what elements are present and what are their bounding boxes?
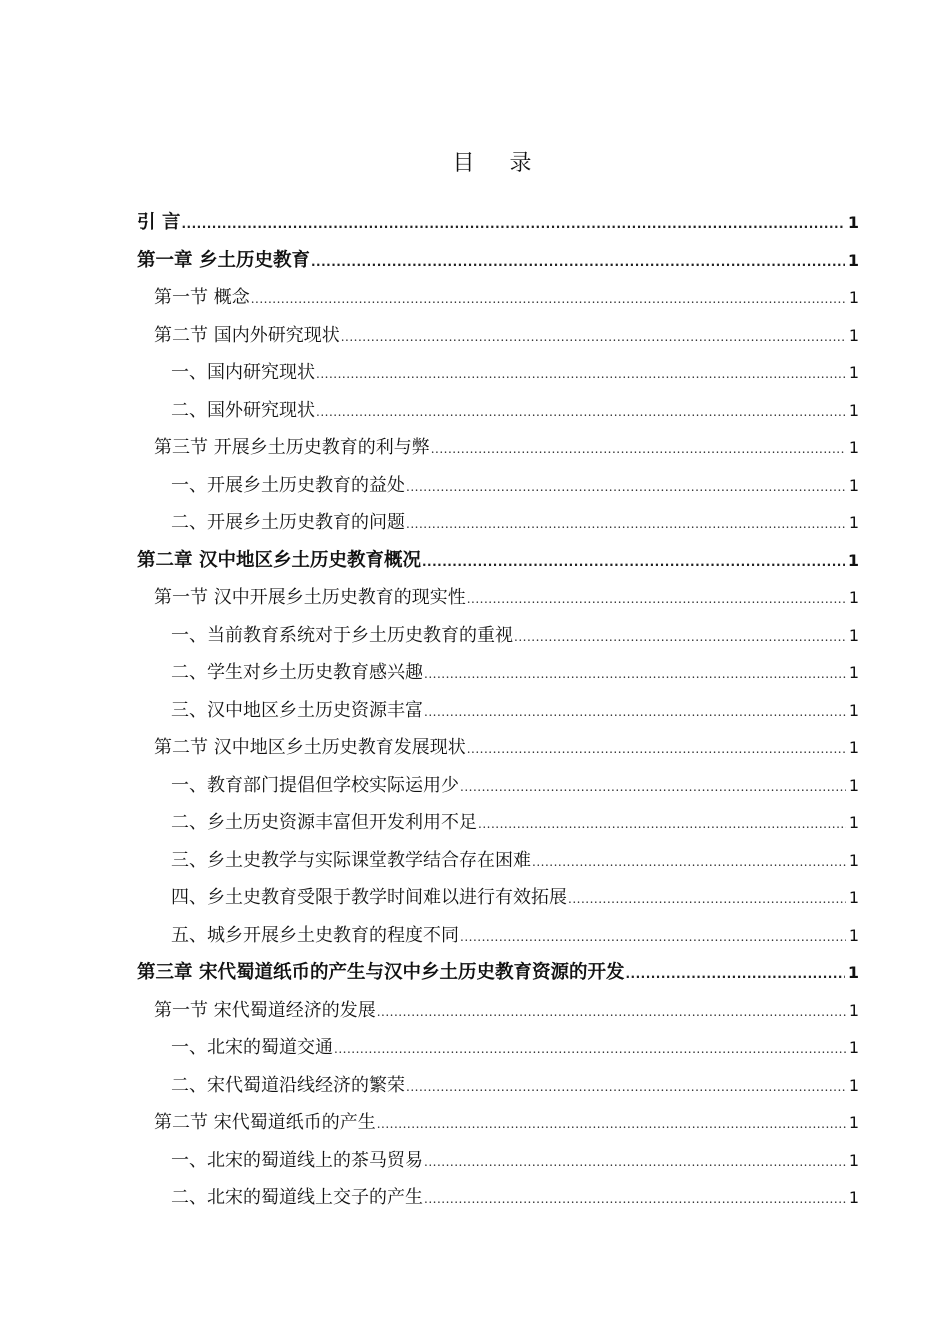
dot-leader bbox=[424, 694, 846, 732]
toc-entry-page-number: 1 bbox=[848, 325, 859, 345]
toc-entry-label: 第二节 汉中地区乡土历史教育发展现状 bbox=[154, 737, 466, 758]
toc-entry[interactable] bbox=[137, 242, 859, 280]
toc-entry-page-number: 1 bbox=[848, 738, 859, 757]
toc-entry[interactable] bbox=[137, 392, 859, 430]
dot-leader bbox=[377, 1106, 846, 1144]
toc-entry-label: 二、宋代蜀道沿线经济的繁荣 bbox=[171, 1074, 405, 1096]
toc-entry-label: 第二章 汉中地区乡土历史教育概况 bbox=[137, 549, 421, 571]
toc-entry-label: 引 言 bbox=[137, 212, 181, 233]
toc-entry-page-number: 1 bbox=[848, 663, 859, 682]
dot-leader bbox=[406, 1069, 846, 1107]
dot-leader bbox=[341, 319, 846, 357]
toc-entry[interactable] bbox=[137, 579, 859, 617]
toc-entry-page-number: 1 bbox=[848, 1038, 859, 1057]
toc-entry[interactable] bbox=[137, 992, 859, 1030]
toc-entry[interactable] bbox=[137, 729, 859, 767]
toc-entry-label: 一、开展乡土历史教育的益处 bbox=[171, 474, 405, 496]
dot-leader bbox=[377, 994, 846, 1032]
toc-entry-label: 第三章 宋代蜀道纸币的产生与汉中乡土历史教育资源的开发 bbox=[137, 962, 625, 983]
toc-entry-page-number: 1 bbox=[848, 700, 859, 720]
toc-entry-page-number: 1 bbox=[847, 250, 859, 270]
toc-entry[interactable] bbox=[137, 1179, 859, 1217]
dot-leader bbox=[478, 806, 846, 844]
toc-entry-page-number: 1 bbox=[848, 438, 859, 457]
dot-leader bbox=[467, 581, 846, 619]
dot-leader bbox=[406, 506, 846, 544]
dot-leader bbox=[424, 656, 846, 694]
dot-leader bbox=[251, 281, 846, 319]
toc-entry[interactable] bbox=[137, 617, 859, 655]
toc-entry-page-number: 1 bbox=[848, 925, 859, 945]
toc-entry[interactable] bbox=[137, 1029, 859, 1067]
toc-entry-page-number: 1 bbox=[848, 588, 859, 607]
toc-entry[interactable] bbox=[137, 317, 859, 355]
toc-entry[interactable] bbox=[137, 842, 859, 880]
dot-leader bbox=[311, 244, 845, 282]
toc-entry-label: 三、汉中地区乡土历史资源丰富 bbox=[171, 699, 423, 721]
toc-entry-label: 第一节 宋代蜀道经济的发展 bbox=[154, 999, 376, 1021]
toc-entry[interactable] bbox=[137, 879, 859, 917]
dot-leader bbox=[422, 544, 845, 582]
toc-entry-page-number: 1 bbox=[848, 475, 859, 495]
toc-entry[interactable] bbox=[137, 429, 859, 467]
toc-entry-label: 一、当前教育系统对于乡土历史教育的重视 bbox=[171, 624, 513, 646]
toc-entry-page-number: 1 bbox=[847, 550, 859, 570]
toc-entry-label: 三、乡土史教学与实际课堂教学结合存在困难 bbox=[171, 849, 531, 871]
toc-entry-page-number: 1 bbox=[848, 775, 859, 795]
toc-entry-label: 第二节 国内外研究现状 bbox=[154, 324, 340, 346]
toc-entry-label: 第三节 开展乡土历史教育的利与弊 bbox=[154, 437, 430, 458]
toc-entry[interactable] bbox=[137, 1142, 859, 1180]
toc-entry[interactable] bbox=[137, 654, 859, 692]
toc-entry-page-number: 1 bbox=[847, 213, 859, 232]
toc-entry[interactable] bbox=[137, 467, 859, 505]
dot-leader bbox=[424, 1181, 846, 1219]
toc-entry[interactable] bbox=[137, 279, 859, 317]
toc-entry-label: 四、乡土史教育受限于教学时间难以进行有效拓展 bbox=[171, 887, 567, 908]
toc-entry-page-number: 1 bbox=[848, 1075, 859, 1095]
dot-leader bbox=[460, 769, 846, 807]
toc-entry[interactable] bbox=[137, 542, 859, 580]
dot-leader bbox=[406, 469, 846, 507]
toc-entry[interactable] bbox=[137, 354, 859, 392]
toc-entry-label: 第一节 概念 bbox=[154, 287, 250, 308]
dot-leader bbox=[316, 394, 846, 432]
dot-leader bbox=[532, 844, 846, 882]
dot-leader bbox=[460, 919, 846, 957]
toc-entry-page-number: 1 bbox=[848, 1188, 859, 1207]
toc-entry-label: 二、学生对乡土历史教育感兴趣 bbox=[171, 662, 423, 683]
toc-entry-page-number: 1 bbox=[848, 288, 859, 307]
toc-entry-label: 五、城乡开展乡土史教育的程度不同 bbox=[171, 924, 459, 946]
toc-entry-label: 一、北宋的蜀道交通 bbox=[171, 1037, 333, 1058]
dot-leader bbox=[568, 881, 846, 919]
toc-entry-label: 一、国内研究现状 bbox=[171, 362, 315, 383]
toc-entry-page-number: 1 bbox=[848, 888, 859, 907]
dot-leader bbox=[431, 431, 846, 469]
toc-entry[interactable] bbox=[137, 917, 859, 955]
toc-entry[interactable] bbox=[137, 692, 859, 730]
toc-entry[interactable] bbox=[137, 1067, 859, 1105]
toc-entry-label: 一、教育部门提倡但学校实际运用少 bbox=[171, 774, 459, 796]
toc-entry-label: 第二节 宋代蜀道纸币的产生 bbox=[154, 1112, 376, 1133]
toc-entry-label: 二、开展乡土历史教育的问题 bbox=[171, 512, 405, 533]
toc-entry-label: 第一章 乡土历史教育 bbox=[137, 249, 310, 271]
toc-entry-label: 二、国外研究现状 bbox=[171, 399, 315, 421]
toc-entry-page-number: 1 bbox=[848, 625, 859, 645]
toc-entry-page-number: 1 bbox=[848, 1113, 859, 1132]
toc-entry[interactable] bbox=[137, 954, 859, 992]
toc-entry-page-number: 1 bbox=[848, 1000, 859, 1020]
dot-leader bbox=[334, 1031, 846, 1069]
toc-entry-label: 第一节 汉中开展乡土历史教育的现实性 bbox=[154, 587, 466, 608]
dot-leader bbox=[514, 619, 846, 657]
toc-entry-page-number: 1 bbox=[847, 963, 859, 982]
toc-list bbox=[137, 204, 859, 1217]
toc-entry[interactable] bbox=[137, 767, 859, 805]
toc-entry-label: 一、北宋的蜀道线上的茶马贸易 bbox=[171, 1149, 423, 1171]
toc-entry[interactable] bbox=[137, 204, 859, 242]
toc-entry[interactable] bbox=[137, 1104, 859, 1142]
toc-entry-page-number: 1 bbox=[848, 363, 859, 382]
toc-entry-page-number: 1 bbox=[848, 850, 859, 870]
toc-entry-page-number: 1 bbox=[848, 400, 859, 420]
toc-title: 目 录 bbox=[452, 151, 546, 176]
toc-entry-page-number: 1 bbox=[848, 813, 859, 832]
toc-entry-page-number: 1 bbox=[848, 513, 859, 532]
toc-entry[interactable] bbox=[137, 504, 859, 542]
toc-entry-page-number: 1 bbox=[848, 1150, 859, 1170]
dot-leader bbox=[467, 731, 846, 769]
toc-entry[interactable] bbox=[137, 804, 859, 842]
toc-entry-label: 二、北宋的蜀道线上交子的产生 bbox=[171, 1187, 423, 1208]
dot-leader bbox=[316, 356, 846, 394]
dot-leader bbox=[181, 206, 844, 244]
dot-leader bbox=[424, 1144, 846, 1182]
toc-entry-label: 二、乡土历史资源丰富但开发利用不足 bbox=[171, 812, 477, 833]
dot-leader bbox=[625, 956, 844, 994]
